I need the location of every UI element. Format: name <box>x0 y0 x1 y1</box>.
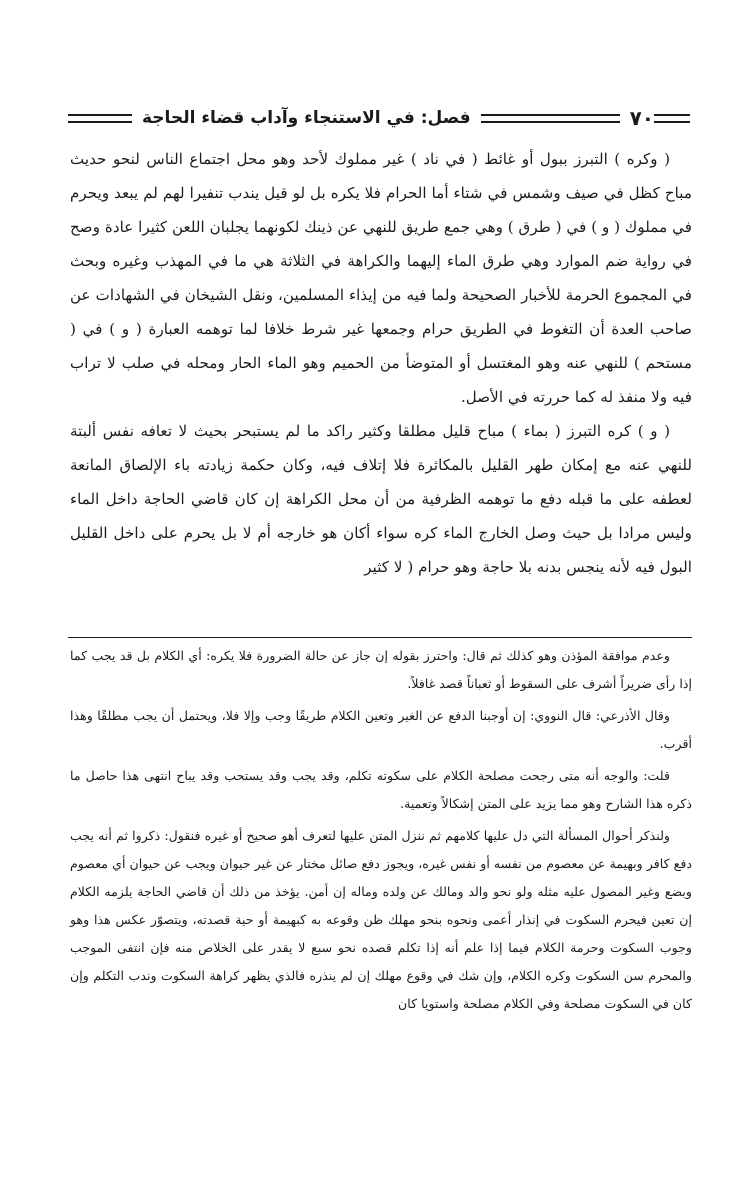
header-rule-right <box>654 114 690 123</box>
footnote-separator <box>68 637 692 638</box>
footnote-paragraph: ولنذكر أحوال المسألة التي دل عليها كلامهم ثم ننزل المتن عليها لتعرف أهو صحيح أو غيره فنقول: ذكروا ثم أنه يجب دفع كافر وبهيمة عن معصوم من نفسه أو نفس غيره، ويجوز دفع صائل مختار عن غير حيوان ويجب عن حيوان أي معصوم وبضع وغير المصول عليه مثله ولو نحو والد ومالك عن ولده وماله إن أمن. يؤخذ من ذلك أن قاضي الحاجة يلزمه الكلام إن تعين فيحرم السكوت في إنذار أعمى ونحوه بنحو مهلك ظن وقوعه به كبهيمة أو حية قصدته، ويتصوّر عكس هذا وهو وجوب السكوت وحرمة الكلام فيما إذا علم أنه إذا تكلم قصده نحو سبع لا يقدر على الخلاص منه فإن انتفى الموجب والمحرم سن السكوت وكره الكلام، وإن شك في وقوع مهلك إن لم ينذره فالذي يظهر كراهة السكوت وندب التكلم وإن كان في السكوت مصلحة وفي الكلام مصلحة واستويا كان <box>70 828 692 1011</box>
footnote-paragraph: قلت: والوجه أنه متى رجحت مصلحة الكلام على سكوته تكلم، وقد يجب وقد يستحب وقد يباح انتهى هذا حاصل ما ذكره هذا الشارح وهو مما يزيد على المتن إشكالاً وتعمية. <box>70 768 692 811</box>
footnotes <box>70 642 692 1022</box>
footnote-paragraph: وقال الأذرعي: قال النووي: إن أوجبنا الدفع عن الغير وتعين الكلام طريقًا وجب وإلا فلا، ويحتمل أن يجب مطلقًا وهذا أقرب. <box>70 708 692 751</box>
page-number: ٧٠ <box>629 106 654 130</box>
footnote-paragraph: وعدم موافقة المؤذن وهو كذلك ثم قال: واحترز بقوله إن جاز عن حالة الضرورة فلا يكره: أي الكلام بل قد يجب كما إذا رأى ضريراً أشرف على السقوط أو ثعباناً قصد غافلاً. <box>70 648 692 691</box>
running-header <box>68 100 690 136</box>
body-paragraph: ( وكره ) التبرز ببول أو غائط ( في ناد ) غير مملوك لأحد وهو محل اجتماع الناس لنحو حديث مباح كظل في صيف وشمس في شتاء أما الحرام فلا يكره بل لو قيل يندب تنفيرا لهم لم يبعد ويحرم في مملوك ( و ) في ( طرق ) وهي جمع طريق للنهي عن ذينك لكونهما يجلبان اللعن كثيرا عادة وصح في رواية ضم الموارد وهي طرق الماء إليهما والكراهة في الثلاثة هي ما في المهذب وغيره وبحث في المجموع الحرمة للأخبار الصحيحة ولما فيه من إيذاء المسلمين، ونقل الشيخان في الشهادات عن صاحب العدة أن التغوط في الطريق حرام وجمعها غير شرط خلافا لما توهمه العبارة ( و ) في ( مستحم ) للنهي عنه وهو المغتسل أو المتوضأ من الحميم وهو الماء الحار ومحله في صلب لا تراب فيه ولا منفذ له كما حررته في الأصل. <box>70 150 692 406</box>
main-text <box>70 142 692 584</box>
body-paragraph: ( و ) كره التبرز ( بماء ) مباح قليل مطلقا وكثير راكد ما لم يستبحر بحيث لا تعافه نفس ألبتة للنهي عنه مع إمكان طهر القليل بالمكاثرة فلا إتلاف فيه، وكان حكمة زيادته باء الإلصاق المانعة لعطفه على ما قبله دفع ما توهمه الظرفية من أن محل الكراهة إن كان قاضي الحاجة داخل الماء وليس مرادا بل حيث وصل الخارج الماء كره سواء أكان هو خارجه أم لا بل يحرم على داخل القليل البول فيه لأنه ينجس بدنه بلا حاجة وهو حرام ( لا كثير <box>70 422 692 576</box>
chapter-title: فصل: في الاستنجاء وآداب قضاء الحاجة <box>142 108 471 128</box>
header-rule-left <box>68 114 132 123</box>
header-rule-middle <box>481 114 620 123</box>
